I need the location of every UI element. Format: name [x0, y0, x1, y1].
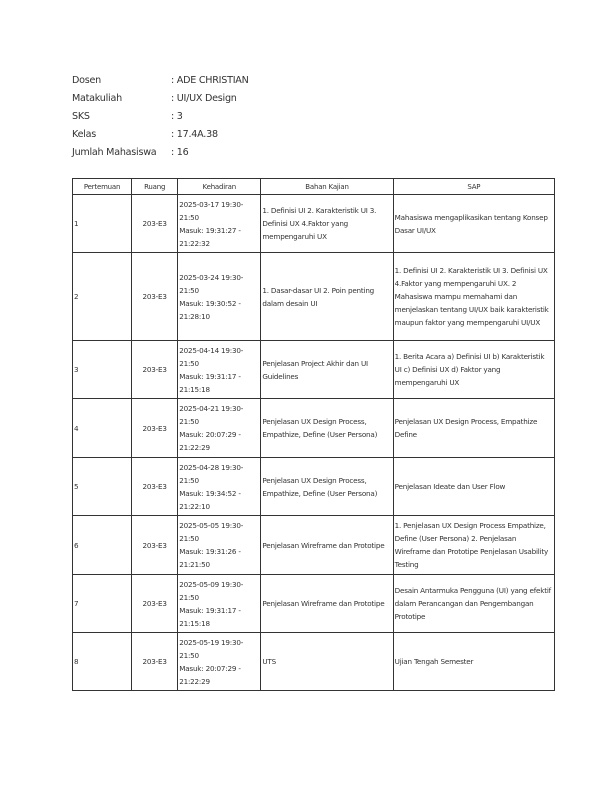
- pertemuan-cell: 2: [73, 253, 132, 341]
- column-header: Kehadiran: [178, 179, 261, 195]
- pertemuan-cell: 8: [73, 633, 132, 691]
- ruang-cell: 203-E3: [132, 458, 178, 516]
- info-value: : 3: [171, 110, 183, 122]
- kehadiran-cell: [178, 575, 261, 633]
- info-row: [72, 90, 249, 108]
- info-value: : 16: [171, 146, 189, 158]
- kehadiran-cell: [178, 253, 261, 341]
- check-in-time: Masuk: 19:31:26 - 21:21:50: [179, 547, 241, 569]
- check-in-time: Masuk: 19:31:17 - 21:15:18: [179, 371, 241, 394]
- column-header: Bahan Kajian: [261, 179, 393, 195]
- bahan-kajian-cell: UTS: [261, 633, 393, 691]
- sap-cell: 1. Berita Acara a) Definisi UI b) Karakteristik UI c) Definisi UX d) Faktor yang mempengaruhi UX: [393, 341, 554, 399]
- sap-cell: Penjelasan UX Design Process, Empathize Define: [393, 399, 554, 458]
- sap-cell: 1. Penjelasan UX Design Process Empathize, Define (User Persona) 2. Penjelasan Wireframe dan Prototipe Penjelasan Usability Testing: [393, 516, 554, 575]
- table-body: [73, 195, 555, 691]
- schedule-time: 2025-03-17 19:30-21:50: [179, 199, 244, 222]
- table-header-row: [73, 179, 555, 195]
- info-label: Dosen: [72, 75, 101, 87]
- pertemuan-cell: 6: [73, 516, 132, 575]
- pertemuan-cell: 4: [73, 399, 132, 458]
- kehadiran-cell: [178, 341, 261, 399]
- info-row: [72, 125, 249, 143]
- check-in-time: Masuk: 19:34:52 - 21:22:10: [179, 488, 241, 511]
- info-row: [72, 143, 249, 161]
- kehadiran-cell: [178, 633, 261, 691]
- bahan-kajian-cell: 1. Dasar-dasar UI 2. Poin penting dalam desain UI: [261, 253, 393, 341]
- ruang-cell: 203-E3: [132, 633, 178, 691]
- ruang-cell: 203-E3: [132, 399, 178, 458]
- info-value: : 17.4A.38: [171, 128, 218, 140]
- pertemuan-cell: 7: [73, 575, 132, 633]
- sap-cell: Mahasiswa mengaplikasikan tentang Konsep Dasar UI/UX: [393, 195, 554, 253]
- schedule-time: 2025-03-24 19:30-21:50: [179, 272, 244, 295]
- info-value: : ADE CHRISTIAN: [171, 75, 249, 87]
- schedule-time: 2025-05-09 19:30-21:50: [179, 579, 244, 602]
- schedule-time: 2025-04-21 19:30-21:50: [179, 404, 244, 426]
- check-in-time: Masuk: 20:07:29 - 21:22:29: [179, 430, 241, 452]
- sap-cell: 1. Definisi UI 2. Karakteristik UI 3. Definisi UX 4.Faktor yang mempengaruhi UX. 2 Mahasiswa mampu memahami dan menjelaskan tentang UI/UX baik karakteristik maupun faktor yang mempengaruhi UI/UX: [393, 253, 554, 341]
- info-row: [72, 72, 249, 90]
- sap-cell: Ujian Tengah Semester: [393, 633, 554, 691]
- info-value: : UI/UX Design: [171, 93, 237, 105]
- schedule-time: 2025-04-14 19:30-21:50: [179, 345, 244, 368]
- table-row: [73, 341, 555, 399]
- kehadiran-cell: [178, 195, 261, 253]
- table-row: [73, 399, 555, 458]
- table-row: [73, 253, 555, 341]
- bahan-kajian-cell: 1. Definisi UI 2. Karakteristik UI 3. Definisi UX 4.Faktor yang mempengaruhi UX: [261, 195, 393, 253]
- table-row: [73, 516, 555, 575]
- sap-cell: Desain Antarmuka Pengguna (UI) yang efektif dalam Perancangan dan Pengembangan Prototipe: [393, 575, 554, 633]
- bahan-kajian-cell: Penjelasan Project Akhir dan UI Guidelines: [261, 341, 393, 399]
- column-header: SAP: [393, 179, 554, 195]
- schedule-time: 2025-05-19 19:30-21:50: [179, 637, 244, 660]
- ruang-cell: 203-E3: [132, 253, 178, 341]
- check-in-time: Masuk: 19:31:27 - 21:22:32: [179, 225, 241, 248]
- course-info: [72, 72, 249, 161]
- column-header: Ruang: [132, 179, 178, 195]
- bahan-kajian-cell: Penjelasan UX Design Process, Empathize, Define (User Persona): [261, 399, 393, 458]
- info-label: Matakuliah: [72, 93, 122, 105]
- ruang-cell: 203-E3: [132, 516, 178, 575]
- info-label: Jumlah Mahasiswa: [72, 146, 157, 158]
- table-row: [73, 195, 555, 253]
- pertemuan-cell: 1: [73, 195, 132, 253]
- ruang-cell: 203-E3: [132, 195, 178, 253]
- ruang-cell: 203-E3: [132, 575, 178, 633]
- info-label: SKS: [72, 110, 90, 122]
- table-row: [73, 458, 555, 516]
- bahan-kajian-cell: Penjelasan Wireframe dan Prototipe: [261, 516, 393, 575]
- table-row: [73, 575, 555, 633]
- kehadiran-cell: [178, 399, 261, 458]
- check-in-time: Masuk: 20:07:29 - 21:22:29: [179, 663, 241, 686]
- schedule-time: 2025-05-05 19:30-21:50: [179, 521, 244, 543]
- ruang-cell: 203-E3: [132, 341, 178, 399]
- info-row: [72, 108, 249, 126]
- info-label: Kelas: [72, 128, 97, 140]
- column-header: Pertemuan: [73, 179, 132, 195]
- pertemuan-cell: 3: [73, 341, 132, 399]
- attendance-table: [72, 178, 555, 691]
- check-in-time: Masuk: 19:30:52 - 21:28:10: [179, 298, 241, 321]
- bahan-kajian-cell: Penjelasan UX Design Process, Empathize, Define (User Persona): [261, 458, 393, 516]
- check-in-time: Masuk: 19:31:17 - 21:15:18: [179, 605, 241, 628]
- sap-cell: Penjelasan Ideate dan User Flow: [393, 458, 554, 516]
- bahan-kajian-cell: Penjelasan Wireframe dan Prototipe: [261, 575, 393, 633]
- pertemuan-cell: 5: [73, 458, 132, 516]
- kehadiran-cell: [178, 516, 261, 575]
- kehadiran-cell: [178, 458, 261, 516]
- schedule-time: 2025-04-28 19:30-21:50: [179, 462, 244, 485]
- table-row: [73, 633, 555, 691]
